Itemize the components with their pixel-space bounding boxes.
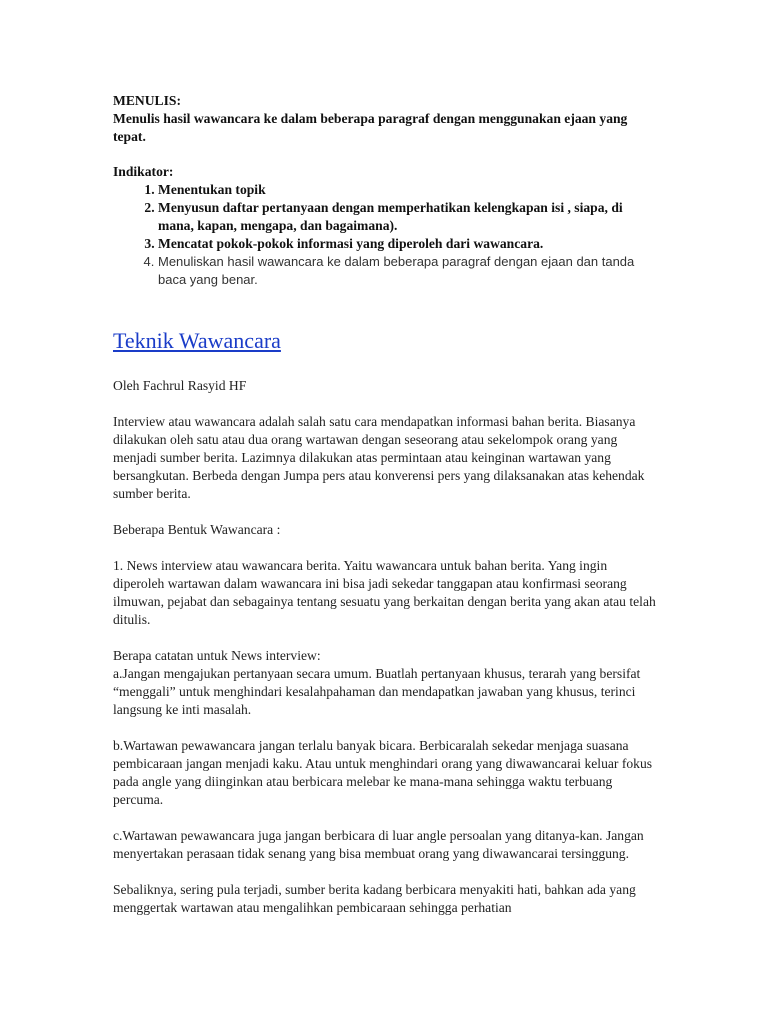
article-paragraph: Beberapa Bentuk Wawancara :	[113, 522, 281, 537]
indicator-item: 2. Menyusun daftar pertanyaan dengan memperhatikan kelengkapan isi , siapa, di mana, kapan, mengapa, dan bagaimana).	[158, 199, 658, 235]
article-author: Oleh Fachrul Rasyid HF	[113, 378, 247, 393]
indicator-item: 1. Menentukan topik	[158, 181, 658, 199]
indicator-list	[113, 181, 658, 289]
article-paragraph: a.Jangan mengajukan pertanyaan secara umum. Buatlah pertanyaan khusus, terarah yang bersifat “menggali” untuk menghindari kesalahpahaman dan mendapatkan jawaban yang khusus, terinci langsung ke inti masalah.	[113, 666, 641, 717]
article-paragraph: 1. News interview atau wawancara berita. Yaitu wawancara untuk bahan berita. Yang ingin diperoleh wartawan dalam wawancara ini bisa jadi sekedar tanggapan atau konfirmasi seorang ilmuwan, pejabat dan sebagainya tentang sesuatu yang berkaitan dengan berita yang akan atau telah ditulis.	[113, 558, 656, 627]
indicator-item: 3. Mencatat pokok-pokok informasi yang diperoleh dari wawancara.	[158, 235, 658, 253]
section-subheading: Menulis hasil wawancara ke dalam beberapa paragraf dengan menggunakan ejaan yang tepat.	[113, 111, 628, 144]
document-page	[113, 92, 658, 917]
article-paragraph: Interview atau wawancara adalah salah satu cara mendapatkan informasi bahan berita. Biasanya dilakukan oleh satu atau dua orang wartawan dengan seseorang atau sekelompok orang yang menjadi sumber berita. Lazimnya dilakukan atas permintaan atau keinginan wartawan yang bersangkutan. Berbeda dengan Jumpa pers atau konverensi pers yang dilaksanakan atas kehendak sumber berita.	[113, 414, 645, 501]
indicator-item: 4. Menuliskan hasil wawancara ke dalam beberapa paragraf dengan ejaan dan tanda baca yang benar.	[158, 253, 658, 289]
article-paragraph: Sebaliknya, sering pula terjadi, sumber berita kadang berbicara menyakiti hati, bahkan ada yang menggertak wartawan atau mengalihkan pembicaraan sehingga perhatian	[113, 882, 636, 915]
article-paragraph: b.Wartawan pewawancara jangan terlalu banyak bicara. Berbicaralah sekedar menjaga suasana pembicaraan jangan menjadi kaku. Atau untuk menghindari orang yang diwawancarai keluar fokus pada angle yang diinginkan atau berbicara melebar ke mana-mana sehingga waktu terbuang percuma.	[113, 738, 653, 807]
article-paragraph: Berapa catatan untuk News interview:	[113, 648, 321, 663]
indicator-label: Indikator:	[113, 164, 174, 179]
section-heading: MENULIS:	[113, 93, 181, 108]
article-paragraph: c.Wartawan pewawancara juga jangan berbicara di luar angle persoalan yang ditanya-kan. Jangan menyertakan perasaan tidak senang yang bisa membuat orang yang diwawancarai tersinggung.	[113, 828, 644, 861]
article-title-link[interactable]: Teknik Wawancara	[113, 328, 281, 353]
